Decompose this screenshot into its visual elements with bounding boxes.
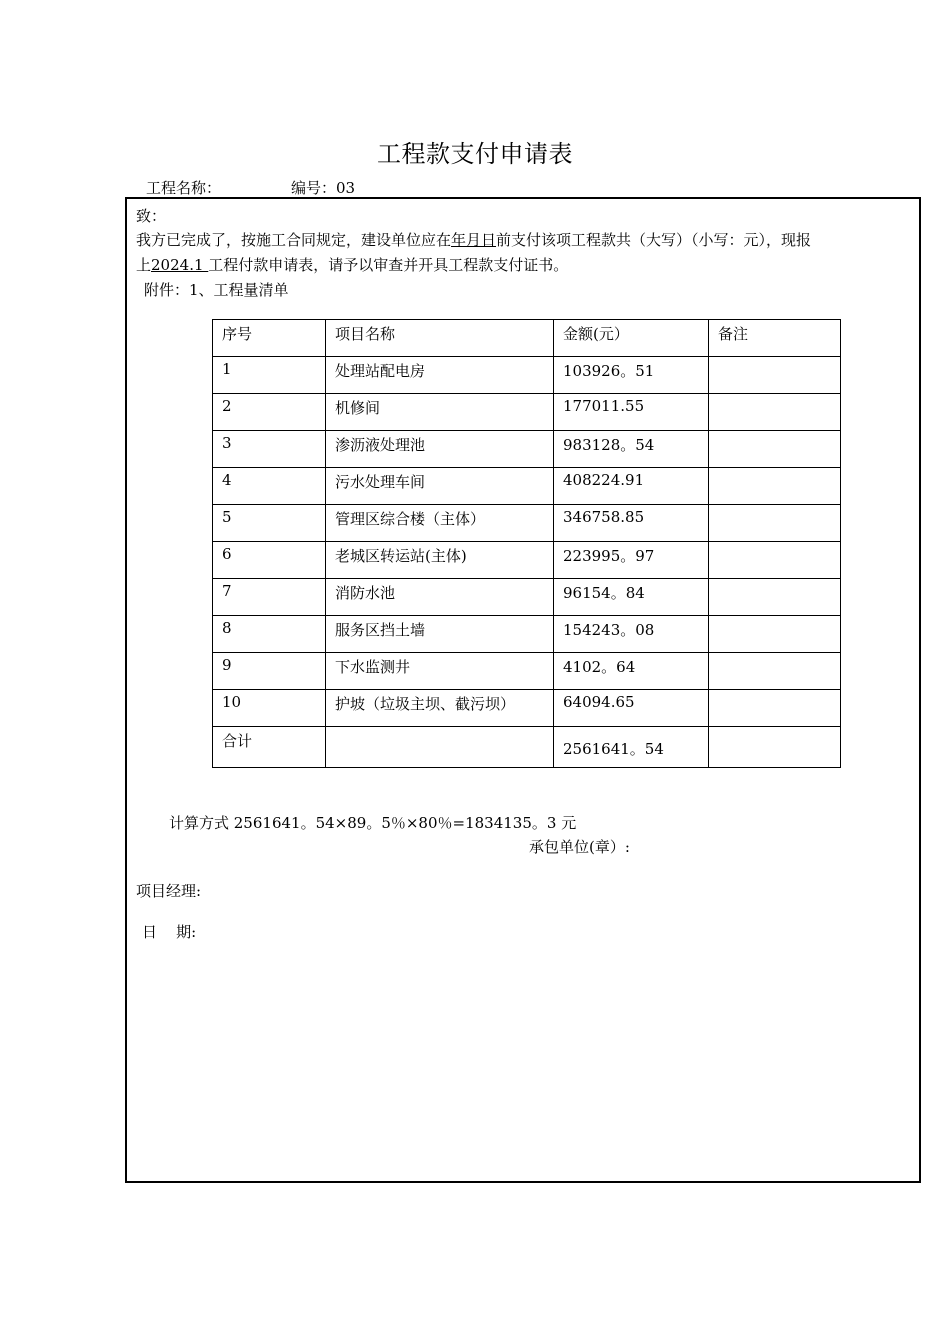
row-serial-no: 9 — [213, 653, 326, 690]
row-serial-no: 2 — [213, 394, 326, 431]
table-row — [213, 653, 841, 690]
table-row — [213, 431, 841, 468]
row-item-name: 消防水池 — [326, 579, 554, 616]
row-amount: 346758.85 — [554, 505, 709, 542]
header-amount: 金额(元） — [554, 320, 709, 357]
date-label: 日 期: — [142, 923, 197, 941]
row-amount: 4102。64 — [554, 653, 709, 690]
page-title: 工程款支付申请表 — [377, 140, 573, 168]
table-header-row — [213, 320, 841, 357]
table-row — [213, 616, 841, 653]
total-item-name — [326, 727, 554, 768]
row-item-name: 下水监测井 — [326, 653, 554, 690]
row-serial-no: 1 — [213, 357, 326, 394]
row-item-name: 渗沥液处理池 — [326, 431, 554, 468]
table-row — [213, 357, 841, 394]
row-remark — [709, 579, 841, 616]
row-amount: 154243。08 — [554, 616, 709, 653]
row-item-name: 服务区挡土墙 — [326, 616, 554, 653]
request-text-part: 我方已完成了，按施工合同规定，建设单位应在 — [136, 231, 452, 249]
row-amount: 408224.91 — [554, 468, 709, 505]
request-text-part: 工程付款申请表，请予以审查并开具工程款支付证书。 — [208, 256, 569, 274]
row-item-name: 管理区综合楼（主体） — [326, 505, 554, 542]
row-item-name: 老城区转运站(主体) — [326, 542, 554, 579]
header-serial-no: 序号 — [213, 320, 326, 357]
header-item-name: 项目名称 — [326, 320, 554, 357]
row-amount: 223995。97 — [554, 542, 709, 579]
request-text-part: 上 — [136, 256, 152, 274]
table-total-row — [213, 727, 841, 768]
addressee-label: 致： — [136, 207, 167, 225]
total-amount: 2561641。54 — [554, 727, 709, 768]
attachment-line: 附件：1、工程量清单 — [144, 281, 289, 299]
row-serial-no: 6 — [213, 542, 326, 579]
row-item-name: 处理站配电房 — [326, 357, 554, 394]
table-row — [213, 690, 841, 727]
table-row — [213, 505, 841, 542]
row-serial-no: 5 — [213, 505, 326, 542]
row-amount: 64094.65 — [554, 690, 709, 727]
row-serial-no: 7 — [213, 579, 326, 616]
header-remark: 备注 — [709, 320, 841, 357]
table-row — [213, 394, 841, 431]
row-remark — [709, 505, 841, 542]
row-remark — [709, 468, 841, 505]
table-row — [213, 468, 841, 505]
table-row — [213, 579, 841, 616]
request-text-part: 前支付该项工程款共（大写）（小写：元），现报 — [496, 231, 812, 249]
contractor-seal-label: 承包单位(章）: — [529, 838, 630, 856]
row-amount: 103926。51 — [554, 357, 709, 394]
row-serial-no: 8 — [213, 616, 326, 653]
row-serial-no: 4 — [213, 468, 326, 505]
row-item-name: 污水处理车间 — [326, 468, 554, 505]
row-remark — [709, 431, 841, 468]
row-serial-no: 10 — [213, 690, 326, 727]
row-amount: 96154。84 — [554, 579, 709, 616]
document-number: 编号：03 — [291, 179, 356, 197]
table-row — [213, 542, 841, 579]
project-manager-label: 项目经理: — [136, 882, 202, 900]
calculation-method: 计算方式 2561641。54×89。5％×80％=1834135。3 元 — [169, 814, 577, 832]
total-remark — [709, 727, 841, 768]
row-serial-no: 3 — [213, 431, 326, 468]
row-remark — [709, 653, 841, 690]
request-text-line-1 — [136, 229, 811, 250]
report-period: 2024.1 — [151, 256, 209, 274]
project-name-label: 工程名称： — [146, 179, 222, 197]
quantity-list-table — [212, 319, 841, 768]
row-remark — [709, 616, 841, 653]
row-remark — [709, 690, 841, 727]
row-remark — [709, 542, 841, 579]
row-item-name: 机修间 — [326, 394, 554, 431]
request-text-line-2 — [136, 254, 568, 275]
row-remark — [709, 394, 841, 431]
row-amount: 983128。54 — [554, 431, 709, 468]
row-remark — [709, 357, 841, 394]
row-item-name: 护坡（垃圾主坝、截污坝） — [326, 690, 554, 727]
row-amount: 177011.55 — [554, 394, 709, 431]
total-label: 合计 — [213, 727, 326, 768]
payment-date-blank: 年月日 — [451, 231, 497, 249]
